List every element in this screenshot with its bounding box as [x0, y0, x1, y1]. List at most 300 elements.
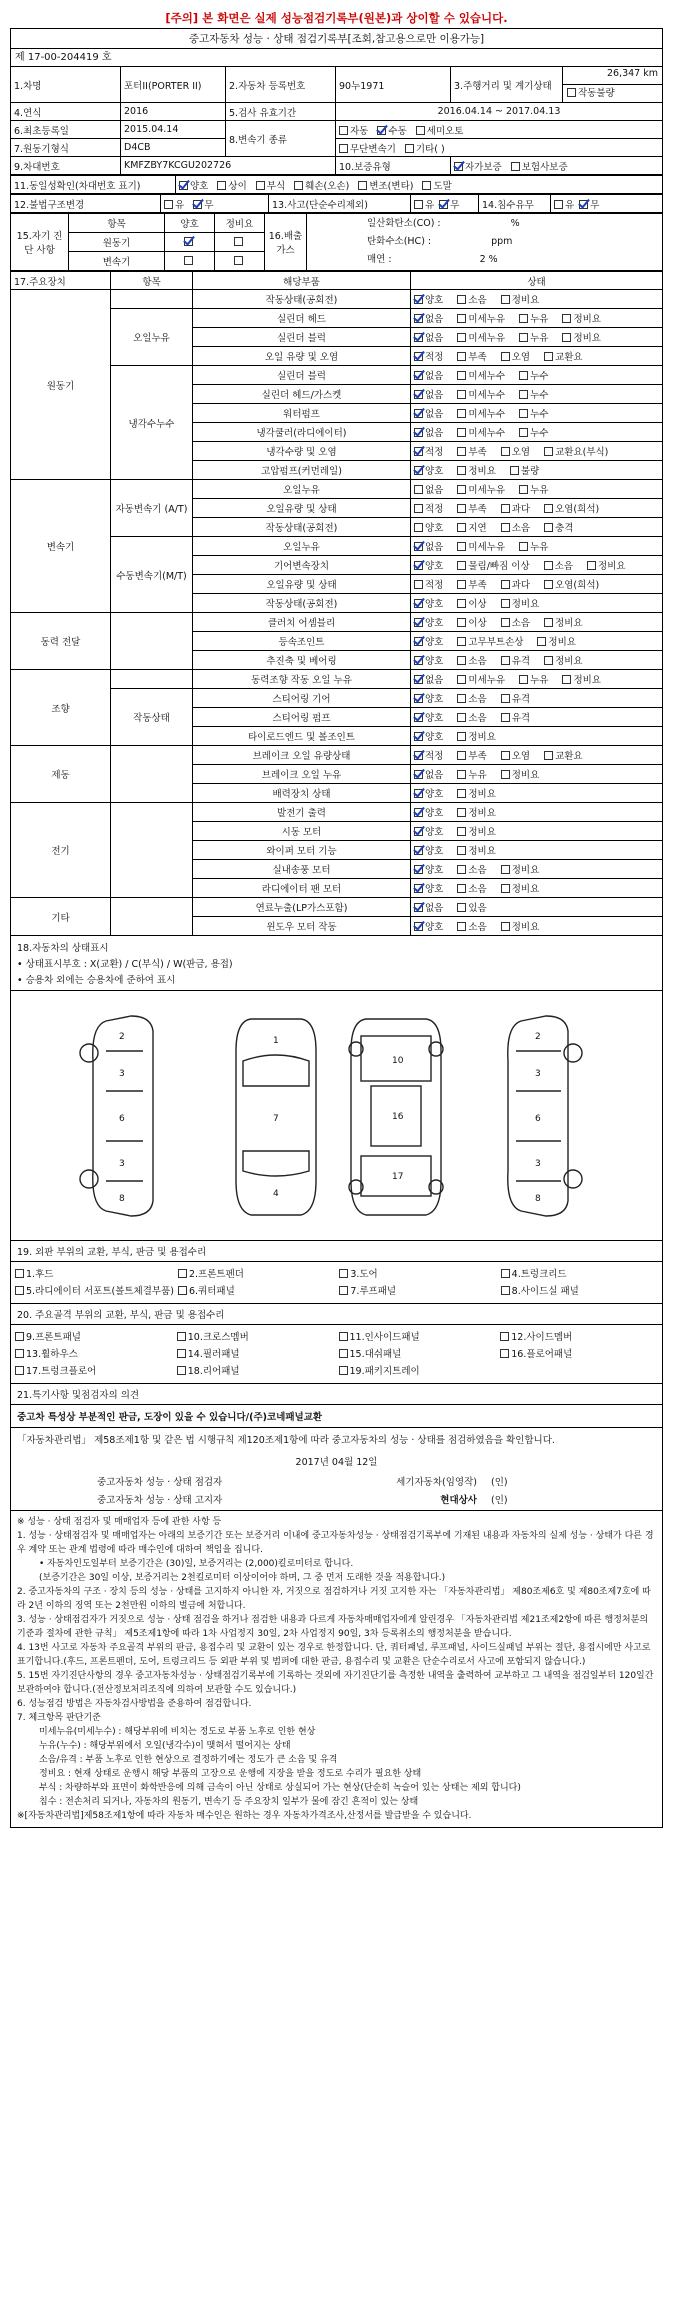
panel-item-checkbox[interactable] [177, 1349, 186, 1358]
status-checkbox[interactable] [457, 447, 466, 456]
device-status [411, 841, 663, 860]
panel-item-checkbox[interactable] [15, 1332, 24, 1341]
status-option-label: 과다 [511, 504, 531, 515]
status-option-label: 누수 [530, 371, 549, 382]
status-option-label: 소음 [468, 713, 487, 724]
status-checkbox[interactable] [414, 314, 423, 323]
trans-auto-checkbox[interactable] [339, 126, 348, 135]
notifier-name: 현대상사 [440, 1495, 477, 1506]
status-option [457, 805, 496, 819]
status-checkbox[interactable] [501, 447, 510, 456]
identity-forged-checkbox[interactable] [358, 181, 367, 190]
panel-item-checkbox[interactable] [339, 1332, 348, 1341]
trans-manual-checkbox[interactable] [377, 126, 386, 135]
panel-item-label: 6.쿼터패널 [188, 1286, 235, 1297]
status-checkbox[interactable] [414, 352, 423, 361]
status-option-label: 오염 [511, 352, 531, 363]
status-option [519, 368, 548, 382]
status-checkbox[interactable] [519, 371, 528, 380]
car-status-legend: • 상태표시부호 : X(교환) / C(부식) / W(판금, 용접) [17, 959, 233, 970]
status-option-label: 부족 [468, 447, 487, 458]
status-option-label: 양호 [425, 713, 444, 724]
status-option-label: 이상 [468, 599, 487, 610]
status-option [414, 805, 443, 819]
status-checkbox[interactable] [501, 770, 510, 779]
status-option-label: 없음 [425, 390, 444, 401]
status-option-label: 적정 [425, 352, 444, 363]
status-option [457, 748, 486, 762]
status-option [414, 463, 443, 477]
panel-item-label: 14.필러패널 [187, 1349, 240, 1360]
panel-item [15, 1346, 173, 1360]
status-checkbox[interactable] [414, 770, 423, 779]
panel-item-checkbox[interactable] [339, 1349, 348, 1358]
trans-cvt-checkbox[interactable] [339, 144, 348, 153]
status-checkbox[interactable] [519, 333, 528, 342]
major-header-part: 해당부품 [193, 272, 411, 290]
status-checkbox[interactable] [414, 618, 423, 627]
status-option [457, 862, 486, 876]
status-checkbox[interactable] [457, 390, 466, 399]
trans-auto-label: 자동 [350, 125, 369, 137]
warranty-insurance-checkbox[interactable] [511, 162, 520, 171]
mileage-fault [563, 85, 662, 102]
illegal-mod-no-checkbox[interactable] [193, 200, 202, 209]
status-checkbox[interactable] [457, 751, 466, 760]
status-checkbox[interactable] [501, 295, 510, 304]
status-option-label: 정비요 [573, 333, 601, 344]
identity-smear-checkbox[interactable] [422, 181, 431, 190]
panel-item [15, 1363, 173, 1377]
status-checkbox[interactable] [414, 656, 423, 665]
status-option-label: 정비요 [468, 846, 496, 857]
status-checkbox[interactable] [414, 466, 423, 475]
status-option [562, 330, 601, 344]
status-checkbox[interactable] [544, 751, 553, 760]
note-line: 1. 성능 · 상태점검자 및 매매업자는 아래의 보증기간 또는 보증거리 이내에 중고자동차성능 · 상태점검기록부에 기재된 내용과 자동차의 실제 성능 · 상태가 다른 경우 계약 또는 관계 법령에 따라 매수인에 대하여 책임을 집니다. [17, 1531, 654, 1555]
status-checkbox[interactable] [544, 580, 553, 589]
status-checkbox[interactable] [414, 713, 423, 722]
status-checkbox[interactable] [457, 903, 466, 912]
device-part: 워터펌프 [193, 404, 411, 423]
label-model: 1.차명 [11, 67, 121, 103]
status-checkbox[interactable] [544, 504, 553, 513]
status-checkbox[interactable] [457, 770, 466, 779]
status-checkbox[interactable] [414, 390, 423, 399]
panel-item-checkbox[interactable] [178, 1269, 187, 1278]
status-option [587, 558, 626, 572]
status-option [414, 444, 443, 458]
panel-item [339, 1346, 497, 1360]
status-checkbox[interactable] [414, 846, 423, 855]
mileage-fault-label: 작동불량 [578, 87, 615, 99]
identity-diff-checkbox[interactable] [217, 181, 226, 190]
status-checkbox[interactable] [519, 409, 528, 418]
status-checkbox[interactable] [501, 352, 510, 361]
status-option-label: 없음 [425, 542, 444, 553]
status-option-label: 오염 [511, 447, 531, 458]
status-option [544, 444, 608, 458]
status-checkbox[interactable] [414, 732, 423, 741]
status-option-label: 양호 [425, 865, 444, 876]
panel-item-checkbox[interactable] [500, 1349, 509, 1358]
status-checkbox[interactable] [414, 865, 423, 874]
status-checkbox[interactable] [414, 485, 423, 494]
panel-item-checkbox[interactable] [15, 1366, 24, 1375]
status-option-label: 미세누수 [468, 428, 506, 439]
device-part: 동력조향 작동 오일 누유 [193, 670, 411, 689]
device-status [411, 860, 663, 879]
status-option-label: 있음 [468, 903, 487, 914]
status-option [544, 501, 599, 515]
status-checkbox[interactable] [414, 523, 423, 532]
status-option [544, 653, 583, 667]
status-option-label: 없음 [425, 428, 444, 439]
status-checkbox[interactable] [457, 523, 466, 532]
status-option-label: 충격 [555, 523, 574, 534]
status-option-label: 정비요 [468, 789, 496, 800]
status-option-label: 적정 [425, 504, 444, 515]
device-part: 윈도우 모터 작동 [193, 917, 411, 936]
status-option-label: 미세누유 [468, 675, 506, 686]
status-option-label: 양호 [425, 827, 444, 838]
status-checkbox[interactable] [457, 713, 466, 722]
note-line: 침수 : 전손처리 되거나, 자동차의 원동기, 변속기 등 주요장치 일부가 물에 잠긴 흔적이 있는 상태 [39, 1797, 419, 1807]
panel-item [339, 1363, 497, 1377]
status-option [414, 387, 443, 401]
status-option [457, 843, 496, 857]
status-checkbox[interactable] [457, 656, 466, 665]
status-checkbox[interactable] [537, 637, 546, 646]
status-checkbox[interactable] [544, 523, 553, 532]
device-section-name: 전기 [11, 803, 111, 898]
label-first-registration: 6.최초등록일 [11, 121, 121, 139]
status-option [501, 767, 540, 781]
status-checkbox[interactable] [414, 542, 423, 551]
diag-trans-repair [215, 252, 265, 271]
accident-no-checkbox[interactable] [439, 200, 448, 209]
svg-text:4: 4 [273, 1189, 279, 1199]
status-checkbox[interactable] [457, 846, 466, 855]
status-checkbox[interactable] [519, 390, 528, 399]
accident-yes-checkbox[interactable] [414, 200, 423, 209]
device-part: 추진축 및 베어링 [193, 651, 411, 670]
status-checkbox[interactable] [414, 428, 423, 437]
confirmation-statement: 「자동차관리법」 제58조제1항 및 같은 법 시행규칙 제120조제1항에 따라 중고자동차의 성능 · 상태를 점검하였음을 확인합니다. [17, 1435, 555, 1446]
device-status [411, 347, 663, 366]
warranty-self-checkbox[interactable] [454, 162, 463, 171]
status-option-label: 양호 [425, 561, 444, 572]
status-checkbox[interactable] [414, 903, 423, 912]
status-checkbox[interactable] [414, 447, 423, 456]
panel-item-checkbox[interactable] [339, 1286, 348, 1295]
status-checkbox[interactable] [457, 333, 466, 342]
diag-trans-good [165, 252, 215, 271]
accident-no-label: 무 [450, 199, 460, 211]
status-option [544, 748, 583, 762]
status-option-label: 없음 [425, 675, 444, 686]
status-checkbox[interactable] [501, 504, 510, 513]
status-checkbox[interactable] [414, 561, 423, 570]
note-line: • 자동차인도일부터 보증기간은 (30)일, 보증거리는 (2,000)킬로미터로 합니다. [39, 1559, 354, 1569]
status-checkbox[interactable] [457, 485, 466, 494]
status-checkbox[interactable] [519, 314, 528, 323]
status-checkbox[interactable] [457, 922, 466, 931]
device-status [411, 328, 663, 347]
status-option-label: 양호 [425, 523, 444, 534]
status-checkbox[interactable] [414, 504, 423, 513]
emission-smoke-value: 2 % [479, 254, 498, 265]
status-option [457, 824, 496, 838]
panel-item [177, 1329, 335, 1343]
status-option [501, 919, 540, 933]
panel-item-checkbox[interactable] [339, 1269, 348, 1278]
status-option [519, 387, 548, 401]
status-checkbox[interactable] [414, 637, 423, 646]
status-checkbox[interactable] [457, 789, 466, 798]
status-checkbox[interactable] [501, 751, 510, 760]
flood-options [551, 195, 663, 213]
status-checkbox[interactable] [501, 922, 510, 931]
status-option [414, 748, 443, 762]
device-subgroup: 냉각수누수 [111, 366, 193, 480]
panel-item-checkbox[interactable] [501, 1286, 510, 1295]
status-checkbox[interactable] [501, 618, 510, 627]
note-line: (보증기간은 30일 이상, 보증거리는 2천킬로미터 이상이어야 하며, 그 중 먼저 도래한 것을 적용합니다.) [39, 1573, 446, 1583]
status-checkbox[interactable] [457, 580, 466, 589]
mileage-fault-checkbox[interactable] [567, 88, 576, 97]
status-checkbox[interactable] [501, 656, 510, 665]
status-checkbox[interactable] [457, 428, 466, 437]
status-checkbox[interactable] [457, 409, 466, 418]
notes-section [10, 1511, 663, 1828]
status-option [414, 824, 443, 838]
status-checkbox[interactable] [544, 561, 553, 570]
status-checkbox[interactable] [414, 599, 423, 608]
device-part: 실린더 블럭 [193, 366, 411, 385]
identity-damage-checkbox[interactable] [294, 181, 303, 190]
status-checkbox[interactable] [457, 599, 466, 608]
status-checkbox[interactable] [501, 713, 510, 722]
status-checkbox[interactable] [414, 409, 423, 418]
status-checkbox[interactable] [414, 675, 423, 684]
device-subgroup: 수동변속기(M/T) [111, 537, 193, 613]
status-checkbox[interactable] [457, 865, 466, 874]
status-option-label: 정비요 [511, 922, 540, 933]
status-checkbox[interactable] [414, 827, 423, 836]
illegal-mod-yes-checkbox[interactable] [164, 200, 173, 209]
panel-item-checkbox[interactable] [178, 1286, 187, 1295]
status-option [414, 330, 443, 344]
status-checkbox[interactable] [457, 808, 466, 817]
status-checkbox[interactable] [501, 694, 510, 703]
status-option [519, 311, 548, 325]
device-section-name: 변속기 [11, 480, 111, 613]
status-checkbox[interactable] [501, 884, 510, 893]
flood-yes-checkbox[interactable] [554, 200, 563, 209]
status-checkbox[interactable] [457, 827, 466, 836]
status-checkbox[interactable] [414, 295, 423, 304]
status-option [414, 710, 443, 724]
status-option-label: 없음 [425, 409, 444, 420]
status-option-label: 없음 [425, 333, 444, 344]
diag-engine-repair-checkbox[interactable] [234, 237, 243, 246]
warranty-self-label: 자가보증 [465, 161, 502, 173]
status-option [414, 539, 443, 553]
status-checkbox[interactable] [457, 694, 466, 703]
status-checkbox[interactable] [544, 618, 553, 627]
identity-smear-label: 도말 [433, 180, 452, 192]
status-checkbox[interactable] [544, 656, 553, 665]
status-option [457, 710, 486, 724]
status-checkbox[interactable] [562, 314, 571, 323]
status-option [457, 425, 505, 439]
status-option-label: 이상 [468, 618, 487, 629]
outer-panel-section [10, 1262, 663, 1304]
trans-semi-checkbox[interactable] [416, 126, 425, 135]
device-row [11, 613, 663, 632]
panel-item-checkbox[interactable] [500, 1332, 509, 1341]
svg-text:2: 2 [535, 1032, 541, 1042]
status-checkbox[interactable] [414, 580, 423, 589]
inspector-label: 중고자동차 성능 · 상태 점검자 [97, 1477, 223, 1488]
status-checkbox[interactable] [510, 466, 519, 475]
label-illegal-mod: 12.불법구조변경 [11, 195, 161, 213]
panel-item-checkbox[interactable] [501, 1269, 510, 1278]
panel-item-label: 4.트렁크리드 [511, 1269, 567, 1280]
status-checkbox[interactable] [414, 884, 423, 893]
device-part: 오일누유 [193, 537, 411, 556]
device-part: 냉각쿨러(라디에이터) [193, 423, 411, 442]
status-checkbox[interactable] [414, 751, 423, 760]
status-option [501, 501, 530, 515]
panel-item-label: 18.리어패널 [187, 1366, 240, 1377]
status-option [414, 558, 443, 572]
status-checkbox[interactable] [562, 675, 571, 684]
status-checkbox[interactable] [457, 618, 466, 627]
status-option-label: 오염 [511, 751, 531, 762]
device-status [411, 309, 663, 328]
status-checkbox[interactable] [501, 580, 510, 589]
svg-text:6: 6 [119, 1114, 125, 1124]
status-checkbox[interactable] [414, 333, 423, 342]
value-vin: KMFZBY7KCGU202726 [121, 157, 336, 175]
status-checkbox[interactable] [587, 561, 596, 570]
trans-other-checkbox[interactable] [405, 144, 414, 153]
status-checkbox[interactable] [457, 466, 466, 475]
status-option-label: 없음 [425, 314, 444, 325]
panel-item-checkbox[interactable] [177, 1332, 186, 1341]
status-checkbox[interactable] [457, 371, 466, 380]
status-option [562, 672, 601, 686]
status-option [562, 311, 601, 325]
device-part: 실린더 블럭 [193, 328, 411, 347]
device-section-name: 제동 [11, 746, 111, 803]
diag-trans-good-checkbox[interactable] [184, 256, 193, 265]
status-option [414, 368, 443, 382]
identity-good-checkbox[interactable] [179, 181, 188, 190]
panel-item-checkbox[interactable] [177, 1366, 186, 1375]
status-checkbox[interactable] [519, 428, 528, 437]
status-checkbox[interactable] [414, 371, 423, 380]
status-option [501, 710, 530, 724]
status-checkbox[interactable] [519, 675, 528, 684]
status-checkbox[interactable] [457, 884, 466, 893]
device-status [411, 366, 663, 385]
status-checkbox[interactable] [501, 865, 510, 874]
status-checkbox[interactable] [457, 314, 466, 323]
device-status [411, 594, 663, 613]
status-checkbox[interactable] [457, 295, 466, 304]
note-line: ※ 성능 · 상태 점검자 및 매매업자 등에 관한 사항 등 [17, 1517, 222, 1527]
status-checkbox[interactable] [562, 333, 571, 342]
status-checkbox[interactable] [457, 504, 466, 513]
trans-semi-label: 세미오토 [426, 125, 464, 137]
frame-grid [11, 1325, 662, 1383]
status-checkbox[interactable] [501, 599, 510, 608]
status-option-label: 없음 [425, 485, 444, 496]
device-part: 스티어링 펌프 [193, 708, 411, 727]
status-checkbox[interactable] [457, 732, 466, 741]
status-checkbox[interactable] [457, 352, 466, 361]
status-checkbox[interactable] [457, 561, 466, 570]
panel-item-label: 17.트렁크플로어 [26, 1366, 97, 1377]
status-checkbox[interactable] [414, 808, 423, 817]
diag-trans-repair-checkbox[interactable] [234, 256, 243, 265]
device-status [411, 670, 663, 689]
identity-rust-checkbox[interactable] [256, 181, 265, 190]
status-checkbox[interactable] [519, 542, 528, 551]
status-option [414, 425, 443, 439]
status-option [501, 520, 530, 534]
status-checkbox[interactable] [414, 789, 423, 798]
diag-engine-good-checkbox[interactable] [184, 237, 193, 246]
status-option [414, 767, 443, 781]
device-status [411, 803, 663, 822]
status-option-label: 누유 [530, 314, 549, 325]
panel-item-checkbox[interactable] [15, 1286, 24, 1295]
status-option-label: 미세누수 [468, 371, 506, 382]
status-checkbox[interactable] [457, 542, 466, 551]
device-subgroup [111, 613, 193, 670]
status-option-label: 정비요 [468, 466, 496, 477]
panel-item-checkbox[interactable] [15, 1269, 24, 1278]
status-option-label: 미세누수 [468, 390, 506, 401]
label-mileage: 3.주행거리 및 계기상태 [451, 67, 563, 103]
panel-item [501, 1266, 658, 1280]
status-checkbox[interactable] [519, 485, 528, 494]
flood-yes-label: 유 [565, 199, 575, 211]
value-first-registration: 2015.04.14 [121, 121, 226, 139]
status-checkbox[interactable] [544, 352, 553, 361]
note-line: 7. 체크항목 판단기준 [17, 1713, 101, 1723]
status-checkbox[interactable] [544, 447, 553, 456]
panel-item-checkbox[interactable] [339, 1366, 348, 1375]
status-option [457, 330, 505, 344]
status-option [457, 672, 505, 686]
status-option-label: 누유 [530, 485, 549, 496]
status-option [414, 672, 443, 686]
status-checkbox[interactable] [501, 523, 510, 532]
flood-no-checkbox[interactable] [579, 200, 588, 209]
status-checkbox[interactable] [457, 675, 466, 684]
status-checkbox[interactable] [414, 694, 423, 703]
status-checkbox[interactable] [414, 922, 423, 931]
status-checkbox[interactable] [457, 637, 466, 646]
svg-text:2: 2 [119, 1032, 125, 1042]
panel-item-checkbox[interactable] [15, 1349, 24, 1358]
label-engine-type: 7.원동기형식 [11, 139, 121, 157]
